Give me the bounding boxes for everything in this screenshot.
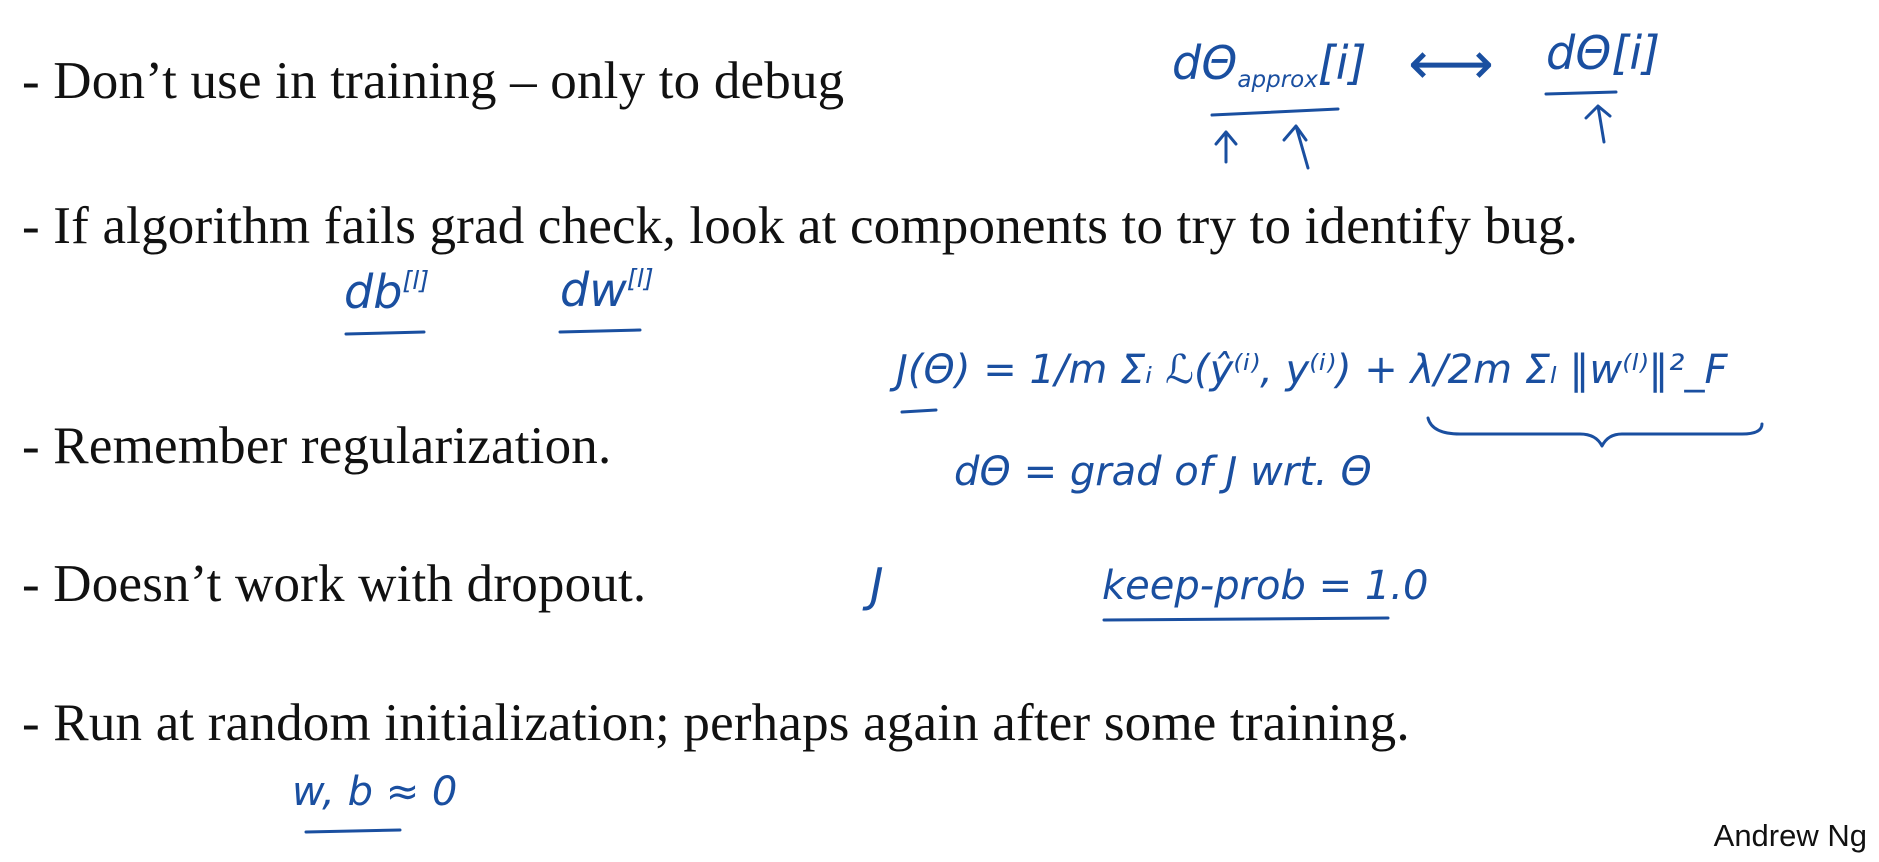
- arrow-up-icon: [1284, 126, 1308, 168]
- cost-formula: J(Θ) = 1/m Σᵢ ℒ(ŷ⁽ⁱ⁾, y⁽ⁱ⁾) + λ/2m Σₗ ‖w⁽ˡ⁾‖²_F: [896, 347, 1728, 393]
- bullet-identify-bug: - If algorithm fails grad check, look at components to try to identify bug.: [22, 197, 1579, 255]
- bullet-debug-only: - Don’t use in training – only to debug: [22, 52, 845, 110]
- dtheta-approx-main: dΘ: [1172, 36, 1238, 90]
- bullet-regularization: - Remember regularization.: [22, 417, 612, 475]
- bullet-random-init: - Run at random initialization; perhaps again after some training.: [22, 694, 1410, 752]
- dtheta-main: dΘ: [1546, 26, 1612, 80]
- db-underline: [346, 332, 424, 334]
- dtheta-index: [i]: [1611, 26, 1661, 80]
- j-underline: [902, 410, 936, 412]
- j-symbol: J: [870, 558, 884, 612]
- regularization-brace: [1428, 418, 1762, 446]
- dw-underline: [560, 330, 640, 332]
- dtheta-approx-sub: approx: [1237, 67, 1318, 94]
- wb-underline: [306, 830, 400, 832]
- dw-main: dw: [560, 262, 627, 317]
- dw-sup: [l]: [626, 264, 654, 293]
- dtheta-definition: dΘ = grad of J wrt. Θ: [954, 449, 1372, 495]
- dtheta-underline: [1546, 92, 1616, 94]
- dtheta-approx-underline: [1212, 109, 1338, 115]
- db-main: db: [344, 264, 403, 319]
- arrow-up-icon: [1586, 106, 1610, 142]
- dtheta-approx-index: [i]: [1317, 36, 1367, 90]
- double-arrow-icon: ⟷: [1408, 29, 1495, 99]
- author-name: Andrew Ng: [1713, 818, 1867, 853]
- keep-prob-underline: [1104, 618, 1388, 620]
- keep-prob-annotation: keep-prob = 1.0: [1102, 563, 1429, 609]
- db-sup: [l]: [402, 266, 430, 295]
- arrow-up-icon: [1216, 132, 1236, 162]
- bullet-dropout: - Doesn’t work with dropout.: [22, 555, 647, 613]
- wb-annotation: w, b ≈ 0: [292, 769, 458, 815]
